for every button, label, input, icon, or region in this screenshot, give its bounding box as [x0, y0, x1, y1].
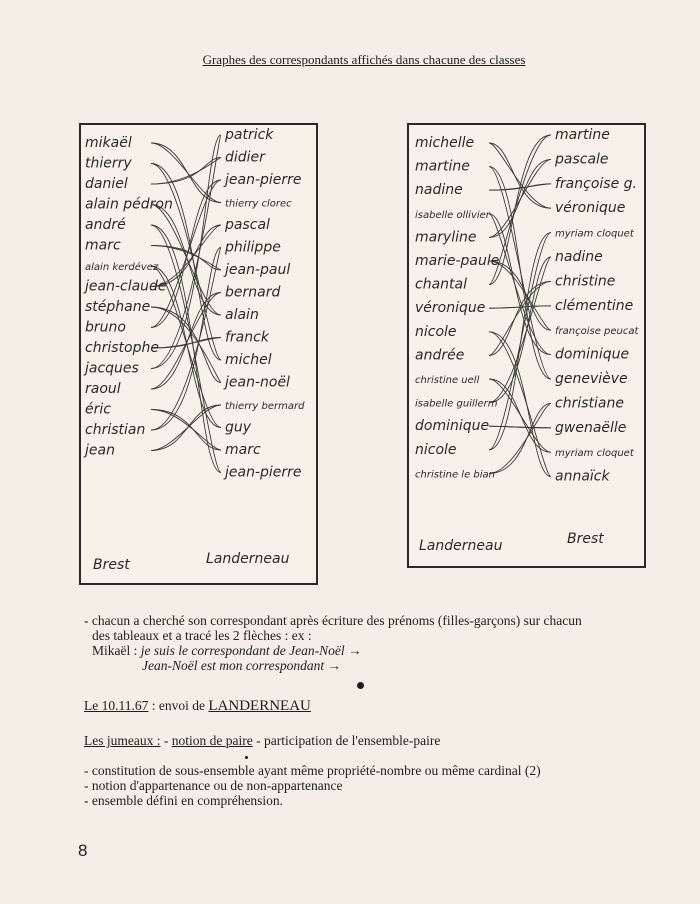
girls-right-name: clémentine: [555, 297, 634, 314]
girls-left-name: michelle: [415, 135, 475, 151]
chart-boys-footer-right: Landerneau: [206, 551, 290, 567]
jumeaux-label: Les jumeaux :: [84, 733, 161, 748]
boys-right-name: thierry bermard: [225, 401, 305, 412]
girls-right-name: myriam cloquet: [555, 448, 634, 460]
boys-right-name: michel: [225, 352, 272, 368]
jumeaux-rest: - participation de l'ensemble-paire: [252, 733, 441, 748]
list-item: - notion d'appartenance ou de non-appartenance: [84, 778, 343, 793]
girls-right-name: annaïck: [555, 468, 610, 485]
girls-right-name: françoise g.: [555, 175, 637, 192]
bullet-list: [84, 763, 644, 808]
boys-left-name: jacques: [85, 360, 139, 377]
girls-left-name: christine uell: [415, 375, 480, 386]
jumeaux-notion: notion de paire: [171, 733, 253, 748]
boys-left-name: bruno: [85, 319, 126, 336]
boys-right-name: jean-pierre: [225, 464, 302, 481]
boys-connector-arrow: [151, 225, 221, 473]
boys-left-name: alain kerdévez: [85, 262, 159, 273]
chart-girls-footer-right: Brest: [567, 531, 604, 547]
jumeaux-line: [84, 733, 440, 748]
paragraph-instructions: [84, 613, 664, 673]
boys-left-name: marc: [85, 237, 121, 254]
boys-right-name: marc: [225, 442, 261, 458]
girls-left-name: dominique: [415, 418, 490, 435]
girls-connector-arrow: [489, 143, 551, 208]
boys-left-name: christian: [85, 422, 146, 438]
boys-left-name: jean-claude: [85, 278, 167, 295]
girls-right-name: christine: [555, 273, 616, 290]
girls-connector-arrow: [489, 379, 551, 452]
girls-connector-arrow: [489, 257, 551, 403]
example-line: [84, 643, 664, 658]
chart-girls: [407, 123, 646, 568]
boys-right-name: guy: [225, 419, 252, 436]
boys-left-name: christophe: [85, 340, 159, 356]
girls-left-name: christine le bian: [415, 469, 496, 481]
boys-left-name: andré: [85, 217, 126, 233]
girls-connector-arrow: [489, 379, 551, 452]
girls-left-name: nicole: [415, 441, 457, 458]
boys-right-name: jean-paul: [225, 262, 291, 278]
girls-right-name: nadine: [555, 249, 603, 265]
girls-left-name: isabelle guillerm: [415, 398, 498, 410]
girls-left-name: maryline: [415, 229, 477, 246]
girls-right-name: christiane: [555, 395, 624, 412]
section-text: : envoi de: [148, 698, 209, 713]
list-item: - constitution de sous-ensemble ayant même propriété-nombre ou même cardinal (2): [84, 763, 541, 778]
girls-right-name: dominique: [555, 346, 630, 363]
girls-connector-arrow: [489, 332, 551, 477]
girls-left-name: véronique: [415, 300, 486, 317]
paragraph-line: des tableaux et a tracé les 2 flèches : ex :: [92, 628, 312, 643]
chart-girls-footer-left: Landerneau: [419, 538, 503, 554]
bullet-dot: [357, 682, 364, 689]
boys-right-name: philippe: [225, 239, 281, 256]
girls-right-name: françoise peucat: [555, 326, 639, 338]
chart-boys: [79, 123, 318, 585]
chart-girls-graph: [409, 125, 644, 566]
girls-right-name: véronique: [555, 200, 626, 217]
girls-right-name: pascale: [555, 151, 609, 168]
page-number: 8: [78, 841, 88, 860]
girls-right-name: martine: [555, 127, 610, 143]
girls-left-name: martine: [415, 158, 470, 175]
boys-right-name: franck: [225, 329, 269, 346]
chart-boys-graph: [81, 125, 316, 583]
paragraph-line: - chacun a cherché son correspondant après écriture des prénoms (filles-garçons) sur chacun: [84, 613, 582, 628]
boys-right-name: alain: [225, 307, 259, 323]
section-place: LANDERNEAU: [208, 698, 311, 714]
boys-right-name: pascal: [225, 217, 270, 233]
boys-left-name: stéphane: [85, 299, 151, 315]
girls-right-name: geneviève: [555, 371, 628, 387]
section-date: Le 10.11.67: [84, 698, 149, 713]
jumeaux-dash: -: [160, 733, 172, 748]
boys-left-name: alain pédron: [85, 196, 173, 213]
girls-connector-arrow: [489, 143, 551, 208]
boys-right-name: jean-noël: [225, 374, 290, 391]
girls-left-name: chantal: [415, 276, 467, 293]
girls-left-name: nicole: [415, 323, 457, 340]
boys-right-name: didier: [225, 149, 265, 166]
girls-right-name: myriam cloquet: [555, 228, 634, 240]
girls-connector-arrow: [489, 426, 551, 428]
girls-right-name: gwenaëlle: [555, 419, 627, 436]
example-line: Jean-Noël est mon correspondant →: [142, 658, 341, 673]
list-item: - ensemble défini en compréhension.: [84, 793, 284, 808]
girls-left-name: nadine: [415, 182, 463, 199]
boys-left-name: thierry: [85, 155, 132, 172]
boys-left-name: mikaël: [85, 135, 132, 151]
boys-left-name: raoul: [85, 381, 121, 397]
boys-right-name: jean-pierre: [225, 172, 302, 188]
page-title: Graphes des correspondants affichés dans chacune des classes: [202, 52, 526, 67]
boys-right-name: bernard: [225, 284, 281, 301]
chart-boys-footer-left: Brest: [93, 557, 130, 573]
girls-left-name: andrée: [415, 347, 465, 364]
boys-right-name: patrick: [225, 127, 274, 143]
girls-connector-arrow: [489, 159, 551, 237]
boys-left-name: jean: [85, 442, 115, 459]
tiny-dot: [245, 756, 248, 759]
girls-left-name: marie-paule: [415, 253, 500, 269]
section-heading: [84, 698, 311, 714]
boys-left-name: éric: [85, 401, 111, 418]
boys-left-name: daniel: [85, 176, 128, 192]
example-prefix: Mikaël :: [92, 643, 141, 658]
girls-connector-arrow: [489, 159, 551, 237]
girls-left-name: isabelle ollivier: [415, 209, 490, 221]
boys-right-name: thierry clorec: [225, 198, 292, 210]
example-text: je suis le correspondant de Jean-Noël →: [140, 643, 362, 658]
